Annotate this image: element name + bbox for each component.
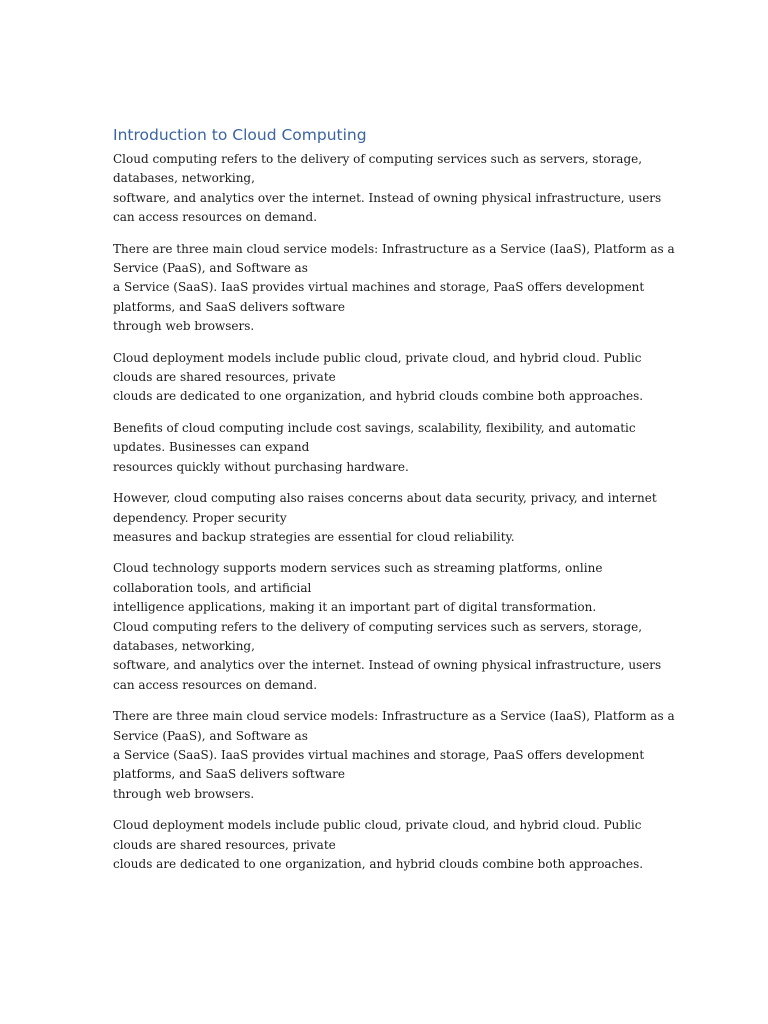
text-line: There are three main cloud service models: Infrastructure as a Service (IaaS), Platform as a — [113, 709, 675, 724]
text-line: can access resources on demand. — [113, 677, 318, 692]
text-line: through web browsers. — [113, 786, 255, 801]
document-title: Introduction to Cloud Computing — [113, 126, 367, 144]
text-line: There are three main cloud service models: Infrastructure as a Service (IaaS), Platform as a — [113, 241, 675, 256]
text-line: through web browsers. — [113, 319, 255, 334]
text-line: Cloud deployment models include public cloud, private cloud, and hybrid cloud. Public — [113, 818, 642, 833]
text-line: Benefits of cloud computing include cost savings, scalability, flexibility, and automatic — [113, 420, 636, 435]
text-line: can access resources on demand. — [113, 210, 318, 225]
text-line: measures and backup strategies are essential for cloud reliability. — [113, 529, 515, 544]
text-line: Service (PaaS), and Software as — [113, 728, 308, 743]
paragraph-1 — [113, 150, 662, 228]
text-line: software, and analytics over the internet. Instead of owning physical infrastructure, users — [113, 190, 662, 205]
text-line: Cloud deployment models include public cloud, private cloud, and hybrid cloud. Public — [113, 350, 642, 365]
text-line: resources quickly without purchasing hardware. — [113, 459, 409, 474]
paragraph-5 — [113, 489, 658, 547]
text-line: clouds are shared resources, private — [113, 370, 336, 385]
text-line: databases, networking, — [113, 638, 255, 653]
text-line: a Service (SaaS). IaaS provides virtual machines and storage, PaaS offers development — [113, 747, 645, 762]
text-line: Cloud computing refers to the delivery of computing services such as servers, storage, — [113, 152, 643, 166]
text-line: intelligence applications, making it an important part of digital transformation. — [113, 600, 597, 615]
text-line: clouds are dedicated to one organization, and hybrid clouds combine both approaches. — [113, 389, 644, 404]
text-line: a Service (SaaS). IaaS provides virtual machines and storage, PaaS offers development — [113, 280, 645, 295]
text-line: platforms, and SaaS delivers software — [113, 299, 345, 314]
paragraph-9 — [113, 816, 658, 874]
text-line: Cloud computing refers to the delivery of computing services such as servers, storage, — [113, 619, 643, 634]
paragraph-7 — [113, 618, 662, 696]
paragraph-3 — [113, 349, 658, 407]
text-line: platforms, and SaaS delivers software — [113, 767, 345, 782]
text-line: However, cloud computing also raises concerns about data security, privacy, and internet — [113, 491, 657, 506]
paragraph-8 — [113, 707, 675, 804]
paragraph-6 — [113, 559, 658, 617]
paragraph-4 — [113, 419, 658, 477]
text-line: collaboration tools, and artificial — [113, 580, 312, 595]
text-line: software, and analytics over the internet. Instead of owning physical infrastructure, users — [113, 658, 662, 673]
paragraph-2 — [113, 240, 675, 337]
text-line: dependency. Proper security — [113, 510, 287, 525]
text-line: databases, networking, — [113, 171, 255, 186]
text-line: Service (PaaS), and Software as — [113, 261, 308, 276]
text-line: clouds are dedicated to one organization, and hybrid clouds combine both approaches. — [113, 857, 644, 871]
text-line: clouds are shared resources, private — [113, 837, 336, 852]
document-body — [113, 124, 675, 886]
text-line: Cloud technology supports modern services such as streaming platforms, online — [113, 561, 603, 576]
text-line: updates. Businesses can expand — [113, 440, 310, 455]
